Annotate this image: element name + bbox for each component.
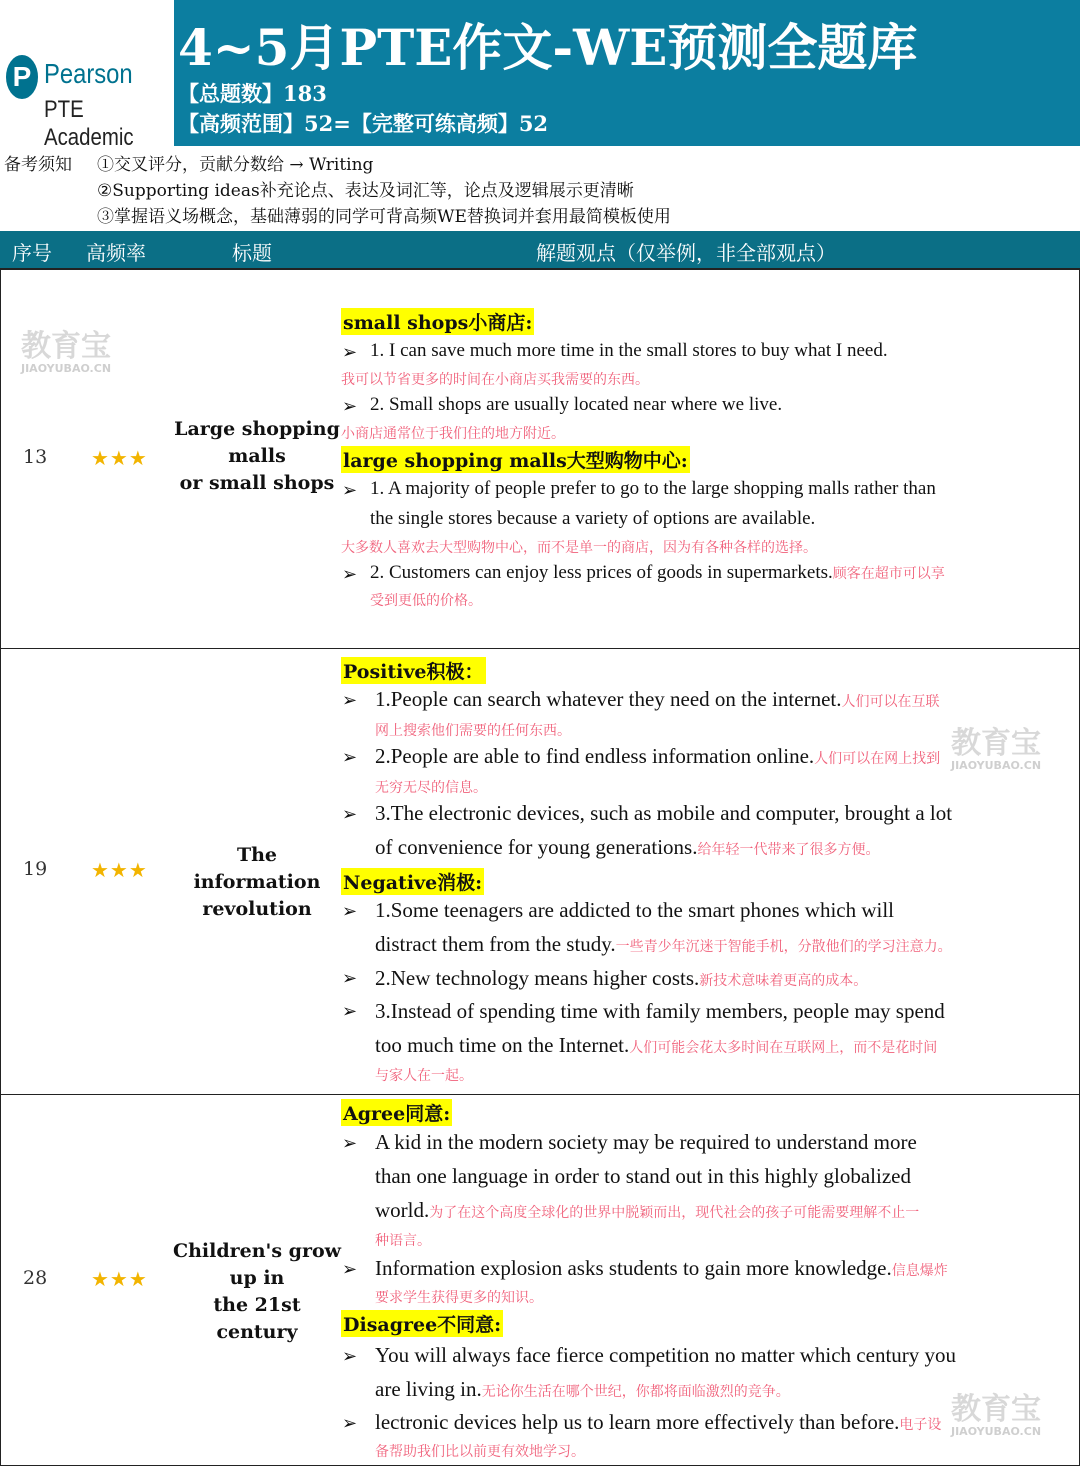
section-heading: Negative消极: (341, 868, 484, 895)
point-text: too much time on the Internet.人们可能会花太多时间在互联网上，而不是花时间 (375, 1033, 938, 1057)
col-viewpoints: 解题观点（仅举例，非全部观点） (536, 241, 836, 265)
point-translation: 要求学生获得更多的知识。 (375, 1290, 543, 1306)
point-text: Information explosion asks students to gain more knowledge.信息爆炸 (375, 1256, 948, 1280)
arrow-bullet-icon: ➢ (342, 1413, 358, 1434)
point-text: of convenience for young generations.给年轻一代带来了很多方便。 (375, 835, 880, 859)
point-text: the single stores because a variety of options are available. (370, 508, 816, 529)
section-heading: Disagree不同意: (341, 1310, 503, 1337)
point-translation: 我可以节省更多的时间在小商店买我需要的东西。 (341, 372, 649, 388)
arrow-bullet-icon: ➢ (342, 690, 358, 711)
point-text: lectronic devices help us to learn more effectively than before.电子设 (375, 1410, 942, 1434)
logo-sub: PTE Academic (44, 96, 134, 151)
topic-title: Children's grow up in the 21st century (172, 1240, 342, 1343)
point-translation: 小商店通常位于我们住的地方附近。 (341, 426, 565, 442)
col-topic: 标题 (232, 241, 272, 265)
point-text: A kid in the modern society may be required to understand more (375, 1130, 917, 1154)
point-text: 1.People can search whatever they need on the internet.人们可以在互联 (375, 687, 940, 711)
point-text: 1.Some teenagers are addicted to the smart phones which will (375, 898, 895, 922)
col-frequency: 高频率 (86, 241, 146, 265)
note-item: ③掌握语义场概念，基础薄弱的同学可背高频WE替换词并套用最简模板使用 (97, 207, 671, 227)
point-translation: 无穷无尽的信息。 (375, 780, 487, 796)
high-freq-range: 【高频范围】52=【完整可练高频】52 (178, 111, 549, 136)
point-text: 2. Customers can enjoy less prices of goods in supermarkets.顾客在超市可以享 (370, 562, 945, 583)
arrow-bullet-icon: ➢ (342, 1346, 358, 1367)
arrow-bullet-icon: ➢ (342, 480, 358, 501)
point-text: 3.The electronic devices, such as mobile and computer, brought a lot (375, 801, 953, 825)
arrow-bullet-icon: ➢ (342, 968, 358, 989)
point-translation: 种语言。 (375, 1233, 431, 1249)
point-translation: 网上搜索他们需要的任何东西。 (375, 723, 571, 739)
row-number: 28 (23, 1267, 48, 1289)
page-title: 4~5月PTE作文-WE预测全题库 (178, 18, 918, 77)
point-text: 1. A majority of people prefer to go to the large shopping malls rather than (370, 478, 936, 499)
topic-title: Large shopping malls or small shops (174, 418, 340, 494)
arrow-bullet-icon: ➢ (342, 396, 358, 417)
row-number: 19 (23, 858, 48, 880)
section-heading: small shops小商店: (341, 308, 534, 335)
viewpoints (339, 270, 1079, 648)
point-text: are living in.无论你生活在哪个世纪，你都将面临激烈的竞争。 (375, 1377, 790, 1401)
section-heading: Positive积极： (341, 657, 486, 684)
arrow-bullet-icon: ➢ (342, 1259, 358, 1280)
frequency-stars: ★★★ (91, 858, 148, 882)
arrow-bullet-icon: ➢ (342, 342, 358, 363)
point-text: 2. Small shops are usually located near where we live. (370, 394, 783, 415)
arrow-bullet-icon: ➢ (342, 1133, 358, 1154)
point-text: than one language in order to stand out in this highly globalized (375, 1164, 911, 1188)
table-row (0, 1095, 1080, 1466)
point-translation: 受到更低的价格。 (370, 593, 482, 609)
frequency-stars: ★★★ (91, 446, 148, 470)
point-text: You will always face fierce competition no matter which century you (375, 1343, 957, 1367)
table-header (0, 231, 1080, 269)
frequency-stars: ★★★ (91, 1267, 148, 1291)
point-text: 2.People are able to find endless information online.人们可以在网上找到 (375, 744, 941, 768)
table-row (0, 268, 1080, 649)
row-number: 13 (23, 446, 48, 468)
point-translation: 与家人在一起。 (375, 1068, 473, 1084)
point-text: 3.Instead of spending time with family members, people may spend (375, 999, 945, 1023)
watermark: 教育宝 JIAOYUBAO.CN (951, 1392, 1042, 1438)
arrow-bullet-icon: ➢ (342, 804, 358, 825)
viewpoints (339, 647, 1079, 1094)
table-row (0, 647, 1080, 1095)
notes-label: 备考须知 (4, 155, 72, 175)
pearson-p-icon: P (6, 55, 38, 99)
section-heading: large shopping malls大型购物中心: (341, 446, 690, 473)
total-count: 【总题数】183 (178, 81, 327, 106)
note-item: ②Supporting ideas补充论点、表达及词汇等，论点及逻辑展示更清晰 (97, 181, 634, 201)
point-text: 2.New technology means higher costs.新技术意味着更高的成本。 (375, 966, 868, 990)
topic-title: The information revolution (193, 844, 321, 920)
logo-name: Pearson (44, 58, 133, 89)
point-text: world.为了在这个高度全球化的世界中脱颖而出，现代社会的孩子可能需要理解不止一 (375, 1198, 920, 1222)
title-banner (174, 0, 1080, 146)
exam-notes (0, 148, 1080, 230)
pearson-logo (0, 0, 172, 151)
arrow-bullet-icon: ➢ (342, 1001, 358, 1022)
point-text: 1. I can save much more time in the small stores to buy what I need. (370, 340, 888, 361)
col-number: 序号 (12, 241, 52, 265)
arrow-bullet-icon: ➢ (342, 747, 358, 768)
point-translation: 大多数人喜欢去大型购物中心，而不是单一的商店，因为有各种各样的选择。 (341, 540, 817, 556)
watermark: 教育宝 JIAOYUBAO.CN (21, 329, 112, 375)
point-text: distract them from the study.一些青少年沉迷于智能手机，分散他们的学习注意力。 (375, 932, 952, 956)
section-heading: Agree同意: (341, 1099, 452, 1126)
header (0, 0, 1080, 151)
note-item: ①交叉评分，贡献分数给 → Writing (97, 155, 374, 175)
arrow-bullet-icon: ➢ (342, 564, 358, 585)
point-translation: 备帮助我们比以前更有效地学习。 (375, 1444, 585, 1460)
watermark: 教育宝 JIAOYUBAO.CN (951, 726, 1042, 772)
arrow-bullet-icon: ➢ (342, 901, 358, 922)
viewpoints (339, 1095, 1079, 1465)
